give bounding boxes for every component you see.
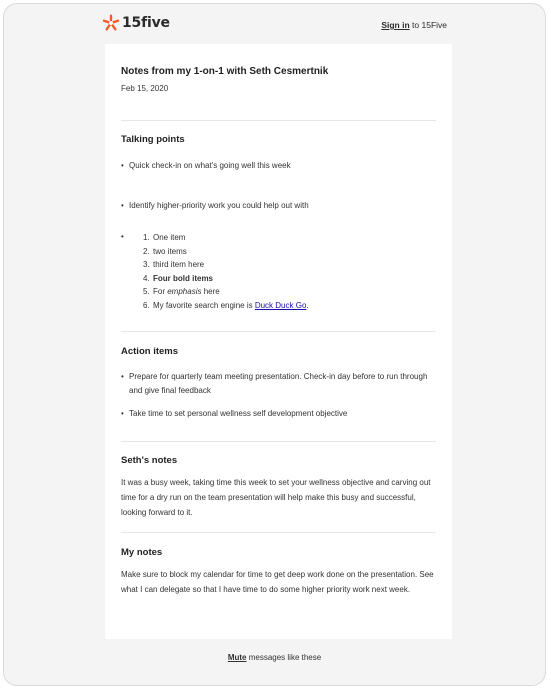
divider bbox=[121, 532, 436, 533]
divider bbox=[121, 120, 436, 121]
duck-duck-go-link[interactable]: Duck Duck Go bbox=[254, 300, 307, 310]
signin-suffix: to 15Five bbox=[409, 20, 447, 30]
seths-notes-text: It was a busy week, taking time this week to set your wellness objective and carving out time for a dry run on the team presentation will help make this busy and successful, looking forward to it. bbox=[121, 478, 431, 517]
brand-logo[interactable] bbox=[102, 14, 170, 32]
ordered-list-item: 5. For emphasis here bbox=[143, 287, 220, 296]
15five-logo-icon bbox=[102, 14, 120, 32]
ordered-list-item: 6. My favorite search engine is Duck Duck Go. bbox=[143, 300, 309, 310]
ordered-list-item: 4. Four bold items bbox=[143, 273, 213, 283]
divider bbox=[121, 441, 436, 442]
footer-suffix: messages like these bbox=[246, 653, 322, 662]
email-header bbox=[102, 10, 447, 42]
action-item: • Take time to set personal wellness self development objective bbox=[121, 407, 436, 421]
ordered-list-item: 2. two items bbox=[143, 246, 187, 256]
action-items-title: Action items bbox=[121, 346, 179, 357]
email-footer bbox=[4, 653, 545, 662]
talking-points-ordered-list bbox=[143, 231, 309, 312]
mute-link[interactable]: Mute bbox=[227, 653, 247, 662]
note-title: Notes from my 1-on-1 with Seth Cesmertnik bbox=[121, 66, 329, 77]
email-frame bbox=[3, 3, 546, 686]
note-card bbox=[105, 44, 452, 639]
talking-point-item: • Quick check-in on what's going well this week bbox=[121, 159, 436, 173]
action-item: • Prepare for quarterly team meeting presentation. Check-in day before to run through and give final feedback bbox=[121, 370, 436, 397]
brand-name: 15five bbox=[122, 15, 170, 31]
seths-notes-title: Seth's notes bbox=[121, 455, 178, 466]
my-notes-title: My notes bbox=[121, 547, 163, 558]
talking-point-item: • Identify higher-priority work you could help out with bbox=[121, 199, 436, 213]
divider bbox=[121, 331, 436, 332]
talking-points-title: Talking points bbox=[121, 134, 185, 145]
signin-prompt bbox=[381, 20, 447, 30]
ordered-list-item: 1. One item bbox=[143, 233, 186, 242]
ordered-list-item: 3. third item here bbox=[143, 260, 205, 269]
note-date: Feb 15, 2020 bbox=[121, 84, 169, 93]
signin-link[interactable]: Sign in bbox=[381, 20, 410, 30]
my-notes-text: Make sure to block my calendar for time to get deep work done on the presentation. See what I can delegate so that I have time to do some higher priority work next week. bbox=[121, 570, 434, 594]
